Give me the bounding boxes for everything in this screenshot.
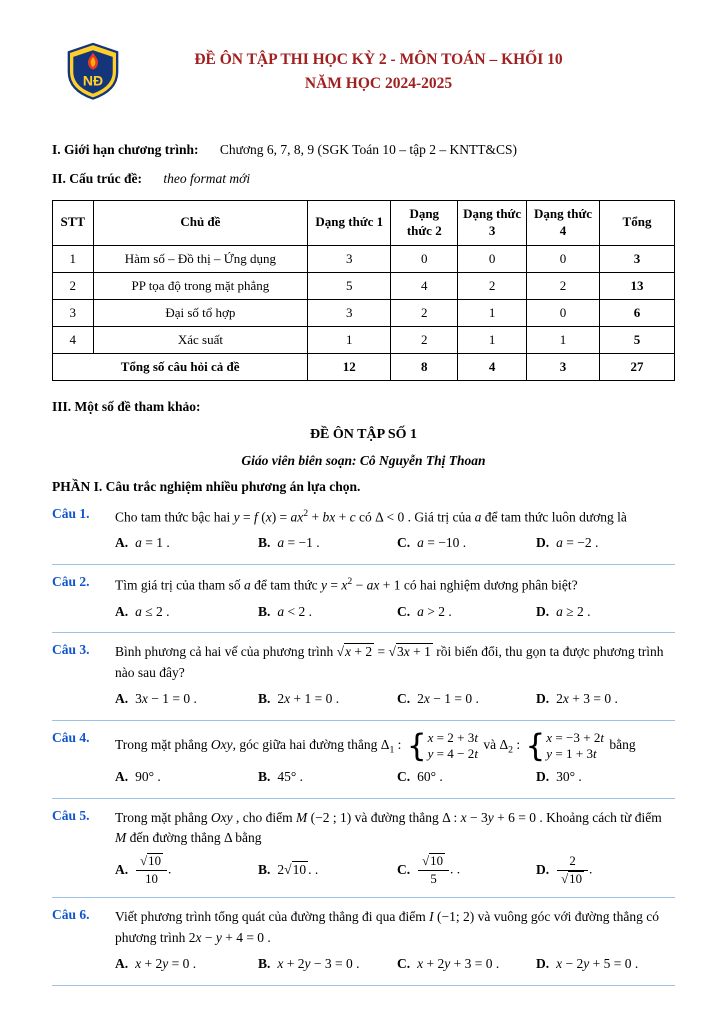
table-cell: 2 xyxy=(391,299,458,326)
option-b xyxy=(258,602,397,623)
question-stem: Cho tam thức bậc hai y = f $(x) = ax^2$ + bx + c có Δ < 0 . Giá trị của a để tam thức luôn dương là xyxy=(115,507,627,525)
option-value: a = −10 . xyxy=(417,535,467,551)
school-logo-icon xyxy=(64,42,122,100)
table-cell: 4 xyxy=(391,272,458,299)
table-header-row xyxy=(53,201,675,246)
option-letter: C. xyxy=(397,955,411,971)
option-d xyxy=(536,954,675,975)
option-c xyxy=(397,602,536,623)
option-value: 45° . xyxy=(277,768,304,784)
option-letter: C. xyxy=(397,535,411,551)
option-letter: D. xyxy=(536,955,550,971)
option-a xyxy=(115,854,258,887)
table-footer-label: Tổng số câu hỏi cả đề xyxy=(53,353,308,380)
document-title-line1: ĐỀ ÔN TẬP THI HỌC KỲ 2 - MÔN TOÁN – KHỐI 10 xyxy=(194,51,563,68)
question-options xyxy=(115,533,675,554)
option-letter: B. xyxy=(258,535,271,551)
option-d xyxy=(536,533,675,554)
section-2-label: II. Cấu trúc đề: xyxy=(52,171,142,186)
option-a xyxy=(115,954,258,975)
table-cell: 5 xyxy=(308,272,391,299)
table-footer-cell: 3 xyxy=(527,353,600,380)
question-stem: Bình phương cả hai vế của phương trình √x + 2 = √3x + 1 rồi biến đổi, thu gọn ta được phương trình nào sau đây? xyxy=(115,644,664,681)
option-letter: A. xyxy=(115,862,129,878)
option-letter: C. xyxy=(397,862,411,878)
table-cell: 6 xyxy=(600,299,675,326)
option-c xyxy=(397,767,536,788)
option-letter: A. xyxy=(115,603,129,619)
section-1-text: Chương 6, 7, 8, 9 (SGK Toán 10 – tập 2 – KNTT&CS) xyxy=(219,142,517,157)
table-header-cell: Dạng thức 2 xyxy=(391,201,458,246)
document-title-block xyxy=(52,42,675,96)
table-cell: 2 xyxy=(458,272,527,299)
question-label: Câu 2. xyxy=(52,574,90,590)
table-cell: 1 xyxy=(527,326,600,353)
question-6 xyxy=(52,898,675,986)
option-value: 3x − 1 = 0 . xyxy=(135,691,197,707)
question-stem: Trong mặt phẳng Oxy , cho điểm M (−2 ; 1) và đường thẳng Δ : x − 3y + 6 = 0 . Khoảng cách từ điểm M đến đường thẳng Δ bằng xyxy=(115,809,662,846)
option-a xyxy=(115,689,258,710)
option-b xyxy=(258,954,397,975)
table-header-cell: STT xyxy=(53,201,94,246)
table-cell: Xác suất xyxy=(93,326,308,353)
option-value: a < 2 . xyxy=(277,603,313,619)
question-stem: Viết phương trình tổng quát của đường thẳng đi qua điểm I (−1; 2) và vuông góc với đường thẳng có phương trình 2x − y + 4 = 0 . xyxy=(115,908,659,945)
table-cell: 1 xyxy=(53,245,94,272)
table-row xyxy=(53,299,675,326)
question-label: Câu 6. xyxy=(52,906,90,922)
section-structure xyxy=(52,171,675,187)
table-footer-cell: 27 xyxy=(600,353,675,380)
option-value: a ≤ 2 . xyxy=(135,603,170,619)
table-cell: 5 xyxy=(600,326,675,353)
question-label: Câu 1. xyxy=(52,505,90,521)
table-header-cell: Dạng thức 1 xyxy=(308,201,391,246)
option-value: 30° . xyxy=(556,768,582,784)
option-letter: B. xyxy=(258,691,271,707)
table-footer-cell: 4 xyxy=(458,353,527,380)
option-c xyxy=(397,954,536,975)
table-cell: 1 xyxy=(308,326,391,353)
table-cell: 4 xyxy=(53,326,94,353)
option-value: 60° . xyxy=(417,768,443,784)
option-value: 2x + 3 = 0 . xyxy=(556,691,618,707)
section-program-scope xyxy=(52,142,675,158)
question-options xyxy=(115,767,675,788)
question-body xyxy=(115,907,675,975)
section-2-text: theo format mới xyxy=(163,171,251,186)
table-header-cell: Chủ đề xyxy=(93,201,308,246)
option-letter: B. xyxy=(258,862,271,878)
table-row xyxy=(53,272,675,299)
option-letter: C. xyxy=(397,768,411,784)
option-b xyxy=(258,860,397,881)
option-d xyxy=(536,602,675,623)
table-row xyxy=(53,326,675,353)
table-cell: 2 xyxy=(53,272,94,299)
question-body xyxy=(115,642,675,710)
option-b xyxy=(258,533,397,554)
question-options xyxy=(115,689,675,710)
table-cell: 0 xyxy=(391,245,458,272)
option-letter: B. xyxy=(258,768,271,784)
option-a xyxy=(115,533,258,554)
table-row xyxy=(53,245,675,272)
option-value: 90° . xyxy=(135,768,161,784)
table-cell: 3 xyxy=(53,299,94,326)
section-1-label: I. Giới hạn chương trình: xyxy=(52,142,199,157)
table-cell: 0 xyxy=(458,245,527,272)
question-body xyxy=(115,574,675,622)
table-cell: 1 xyxy=(458,326,527,353)
option-d xyxy=(536,689,675,710)
table-cell: 0 xyxy=(527,299,600,326)
table-cell: 13 xyxy=(600,272,675,299)
option-c xyxy=(397,854,536,887)
option-letter: A. xyxy=(115,535,129,551)
question-label: Câu 5. xyxy=(52,807,90,823)
table-header-cell: Dạng thức 4 xyxy=(527,201,600,246)
option-letter: A. xyxy=(115,691,129,707)
table-header-cell: Dạng thức 3 xyxy=(458,201,527,246)
question-body xyxy=(115,727,675,787)
document-title-line2: NĂM HỌC 2024-2025 xyxy=(304,75,453,93)
question-label: Câu 3. xyxy=(52,642,90,658)
question-options xyxy=(115,954,675,975)
option-b xyxy=(258,689,397,710)
table-footer-cell: 8 xyxy=(391,353,458,380)
option-value: x − 2y + 5 = 0 . xyxy=(556,955,639,971)
option-value: x + 2y + 3 = 0 . xyxy=(417,955,500,971)
option-letter: A. xyxy=(115,955,129,971)
option-a xyxy=(115,767,258,788)
option-letter: A. xyxy=(115,768,129,784)
option-value: x + 2y = 0 . xyxy=(135,955,197,971)
table-cell: 3 xyxy=(308,299,391,326)
part-1-heading: PHẦN I. Câu trắc nghiệm nhiều phương án lựa chọn. xyxy=(52,478,361,494)
option-letter: C. xyxy=(397,691,411,707)
question-body xyxy=(115,506,675,554)
option-value: 2x + 1 = 0 . xyxy=(277,691,340,707)
question-options xyxy=(115,854,675,887)
option-letter: C. xyxy=(397,603,411,619)
question-stem: Tìm giá trị của tham số a để tam thức $y = x^2$ − ax + 1 có hai nghiệm dương phân biệt? xyxy=(115,576,578,593)
option-letter: B. xyxy=(258,955,271,971)
exam-title: ĐỀ ÔN TẬP SỐ 1 xyxy=(309,426,418,442)
table-cell: PP tọa độ trong mặt phẳng xyxy=(93,272,308,299)
table-header-cell: Tổng xyxy=(600,201,675,246)
option-b xyxy=(258,767,397,788)
question-label: Câu 4. xyxy=(52,730,90,746)
option-letter: B. xyxy=(258,603,271,619)
question-4 xyxy=(52,721,675,798)
logo-text: NĐ xyxy=(82,72,104,89)
section-3-label: III. Một số đề tham khảo: xyxy=(52,398,201,414)
table-cell: 0 xyxy=(527,245,600,272)
table-cell: 2 xyxy=(391,326,458,353)
exam-teacher: Giáo viên biên soạn: Cô Nguyễn Thị Thoan xyxy=(241,452,486,468)
option-d xyxy=(536,854,675,887)
option-value: a ≥ 2 . xyxy=(556,603,591,619)
option-value: $\frac{2}{√10}$ . xyxy=(556,854,592,887)
table-footer-cell: 12 xyxy=(308,353,391,380)
option-value: a = −2 . xyxy=(556,535,599,551)
option-value: a = −1 . xyxy=(277,535,320,551)
question-stem: Trong mặt phẳng Oxy, góc giữa hai đường thẳng $\Delta_1$ : { x = 2 + 3t y = 4 − 2t và $\Delta_2$ : { x = −3 + 2t y = 1 + 3t bằng xyxy=(115,727,636,764)
option-letter: D. xyxy=(536,862,550,878)
exam-structure-table xyxy=(52,200,675,381)
school-logo xyxy=(64,42,122,104)
option-c xyxy=(397,533,536,554)
option-value: 2x − 1 = 0 . xyxy=(417,691,479,707)
option-value: a > 2 . xyxy=(417,603,452,619)
question-body xyxy=(115,808,675,887)
table-cell: 3 xyxy=(600,245,675,272)
table-cell: 1 xyxy=(458,299,527,326)
option-value: x + 2y − 3 = 0 . xyxy=(277,955,360,971)
question-5 xyxy=(52,799,675,898)
table-cell: 3 xyxy=(308,245,391,272)
option-value: $\frac{√10}{5}$ . . xyxy=(417,854,460,887)
option-letter: D. xyxy=(536,768,550,784)
question-1 xyxy=(52,497,675,565)
table-footer-row xyxy=(53,353,675,380)
option-c xyxy=(397,689,536,710)
table-cell: Hàm số – Đồ thị – Ứng dụng xyxy=(93,245,308,272)
option-d xyxy=(536,767,675,788)
option-letter: D. xyxy=(536,603,550,619)
document-header xyxy=(52,42,675,114)
option-value: $\frac{√10}{10}$ . xyxy=(135,854,171,887)
question-options xyxy=(115,602,675,623)
option-value: 2√10 . . xyxy=(277,862,319,878)
table-cell: 2 xyxy=(527,272,600,299)
option-letter: D. xyxy=(536,691,550,707)
question-3 xyxy=(52,633,675,721)
option-value: a = 1 . xyxy=(135,535,170,551)
option-a xyxy=(115,602,258,623)
question-2 xyxy=(52,565,675,633)
option-letter: D. xyxy=(536,535,550,551)
table-cell: Đại số tổ hợp xyxy=(93,299,308,326)
